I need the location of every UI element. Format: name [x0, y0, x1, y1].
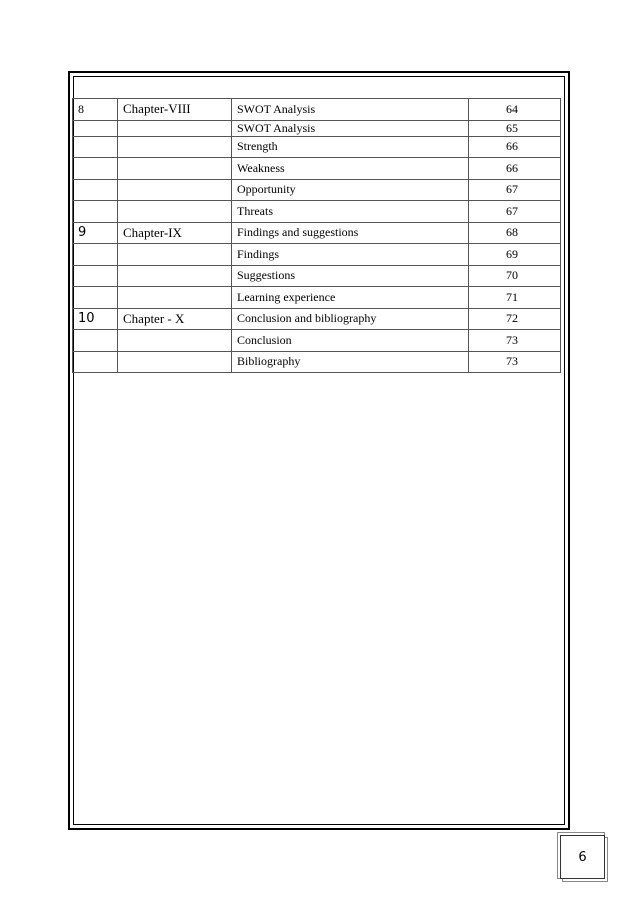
table-row — [73, 136, 561, 158]
chapter-label — [118, 351, 232, 373]
page-ref: 64 — [469, 99, 561, 121]
chapter-label — [118, 179, 232, 201]
section-title: Conclusion — [232, 330, 469, 352]
chapter-label — [118, 120, 232, 136]
chapter-number — [73, 136, 118, 158]
page-ref: 72 — [469, 308, 561, 330]
section-title: SWOT Analysis — [232, 120, 469, 136]
section-title: Opportunity — [232, 179, 469, 201]
chapter-label — [118, 158, 232, 180]
section-title: Bibliography — [232, 351, 469, 373]
chapter-label — [118, 330, 232, 352]
page-number: 6 — [560, 835, 605, 879]
chapter-label — [118, 265, 232, 287]
chapter-label: Chapter - X — [118, 308, 232, 330]
chapter-label: Chapter-IX — [118, 222, 232, 244]
page-ref: 73 — [469, 351, 561, 373]
page-ref: 71 — [469, 287, 561, 309]
section-title: Strength — [232, 136, 469, 158]
table-row — [73, 99, 561, 121]
table-row — [73, 244, 561, 266]
section-title: Learning experience — [232, 287, 469, 309]
chapter-number — [73, 179, 118, 201]
page-ref: 68 — [469, 222, 561, 244]
chapter-number: 8 — [73, 99, 118, 121]
chapter-number — [73, 265, 118, 287]
chapter-number: 10 — [73, 308, 118, 330]
chapter-number — [73, 351, 118, 373]
section-title: Findings — [232, 244, 469, 266]
section-title: Threats — [232, 201, 469, 223]
table-row — [73, 201, 561, 223]
page-ref: 73 — [469, 330, 561, 352]
chapter-number — [73, 244, 118, 266]
section-title: Weakness — [232, 158, 469, 180]
chapter-label: Chapter-VIII — [118, 99, 232, 121]
table-row — [73, 120, 561, 136]
table-row — [73, 330, 561, 352]
chapter-number — [73, 330, 118, 352]
table-row — [73, 265, 561, 287]
section-title: Conclusion and bibliography — [232, 308, 469, 330]
chapter-number — [73, 287, 118, 309]
chapter-number — [73, 201, 118, 223]
page-ref: 66 — [469, 158, 561, 180]
table-row — [73, 351, 561, 373]
page-ref: 70 — [469, 265, 561, 287]
table-row — [73, 158, 561, 180]
page-ref: 65 — [469, 120, 561, 136]
table-row — [73, 287, 561, 309]
table-of-contents — [72, 98, 561, 373]
chapter-label — [118, 136, 232, 158]
chapter-label — [118, 287, 232, 309]
section-title: Findings and suggestions — [232, 222, 469, 244]
table-row — [73, 222, 561, 244]
page-ref: 69 — [469, 244, 561, 266]
page-ref: 67 — [469, 179, 561, 201]
table-row — [73, 179, 561, 201]
section-title: Suggestions — [232, 265, 469, 287]
chapter-number — [73, 158, 118, 180]
chapter-label — [118, 244, 232, 266]
table-row — [73, 308, 561, 330]
chapter-number — [73, 120, 118, 136]
page-ref: 66 — [469, 136, 561, 158]
section-title: SWOT Analysis — [232, 99, 469, 121]
chapter-number: 9 — [73, 222, 118, 244]
chapter-label — [118, 201, 232, 223]
page-ref: 67 — [469, 201, 561, 223]
